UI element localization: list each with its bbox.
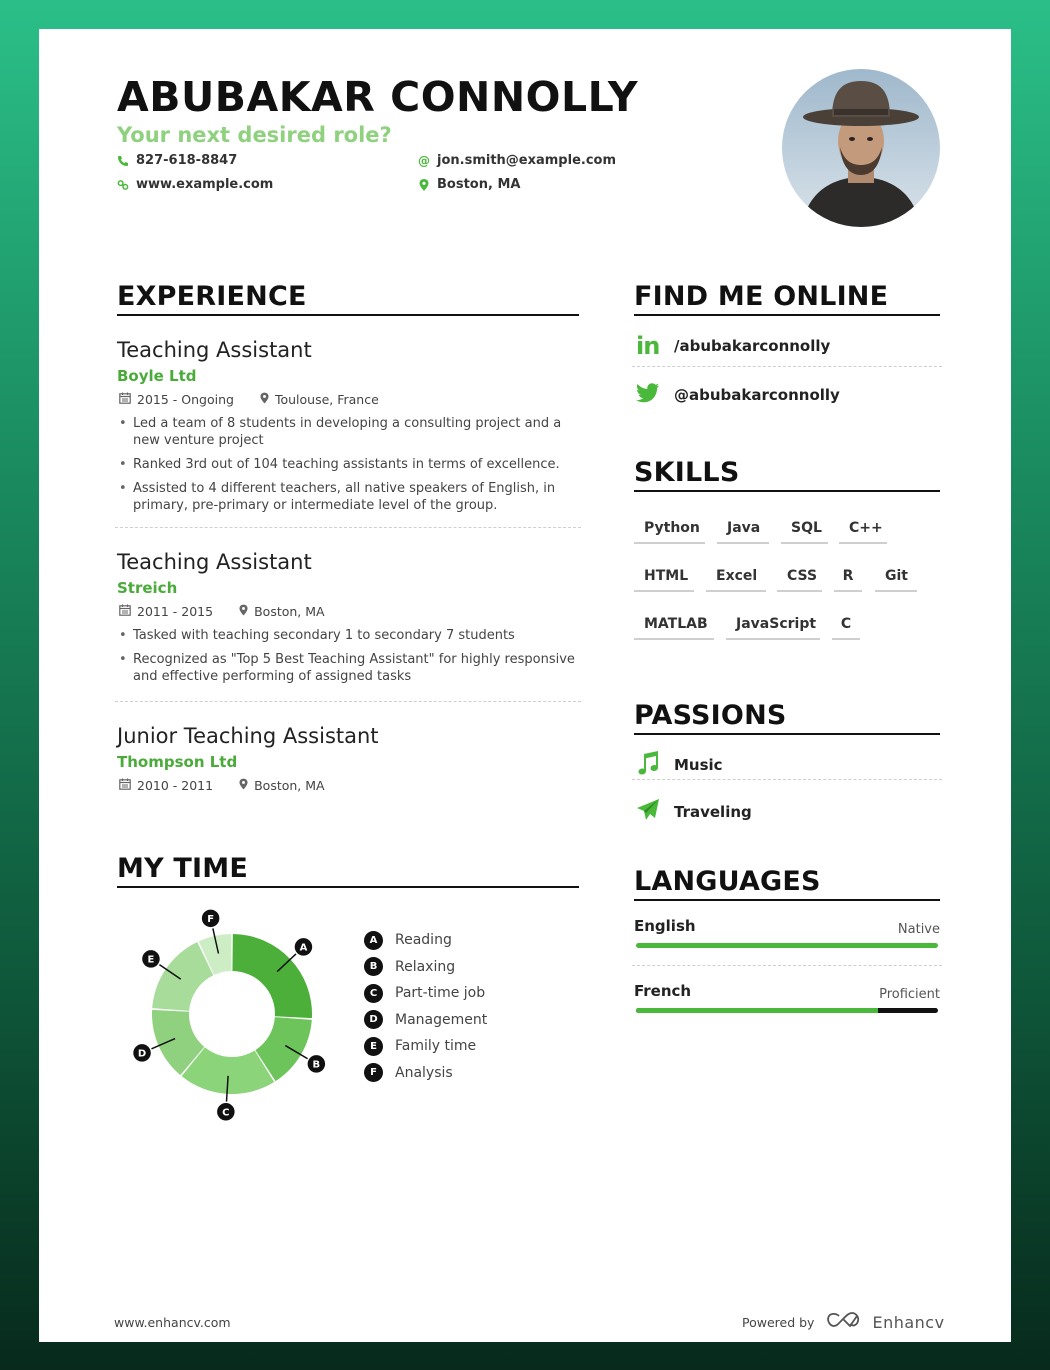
at-icon: @ — [418, 153, 430, 168]
divider — [632, 965, 942, 966]
my-time-heading: MY TIME — [117, 853, 579, 888]
job-bullets — [117, 627, 587, 692]
divider — [115, 527, 581, 528]
language-proficiency-bar — [636, 1008, 938, 1013]
legend-marker: C — [364, 984, 383, 1003]
legend-item — [364, 954, 487, 981]
company-name: Boyle Ltd — [117, 367, 197, 385]
svg-text:A: A — [299, 942, 308, 954]
legend-label: Analysis — [395, 1064, 453, 1081]
job-location: Boston, MA — [254, 778, 325, 793]
enhancv-brand: Enhancv — [872, 1313, 945, 1332]
email-address[interactable]: jon.smith@example.com — [437, 153, 617, 168]
job-bullets — [117, 415, 587, 521]
passions-heading: PASSIONS — [634, 700, 940, 735]
language-name: English — [634, 917, 696, 935]
legend-marker: D — [364, 1010, 383, 1029]
website-link[interactable]: www.example.com — [136, 177, 274, 192]
skill-tag: Excel — [706, 568, 766, 592]
language-level: Proficient — [879, 987, 940, 1002]
legend-marker: B — [364, 957, 383, 976]
my-time-donut-chart — [119, 901, 339, 1121]
calendar-icon — [119, 392, 131, 407]
legend-label: Part-time job — [395, 985, 486, 1002]
divider — [115, 701, 581, 702]
job-dates: 2011 - 2015 — [137, 604, 214, 619]
language-name: French — [634, 982, 692, 1000]
phone-icon — [117, 155, 129, 167]
location-text: Boston, MA — [437, 177, 521, 192]
bullet-item: • Led a team of 8 students in developing a consulting project and a new venture project — [117, 415, 587, 449]
skill-tag: C — [832, 616, 860, 640]
calendar-icon — [119, 604, 131, 619]
svg-text:E: E — [147, 954, 155, 966]
job-title: Junior Teaching Assistant — [117, 724, 379, 748]
passion-label: Traveling — [674, 803, 752, 821]
donut-label-b — [307, 1054, 326, 1073]
legend-label: Family time — [395, 1038, 477, 1055]
twitter-link[interactable] — [636, 383, 840, 407]
footer-branding — [742, 1312, 945, 1333]
skill-tag: CSS — [777, 568, 822, 592]
legend-item — [364, 1007, 487, 1034]
legend-label: Management — [395, 1011, 488, 1028]
website-contact — [117, 177, 273, 192]
skill-tag: Git — [875, 568, 917, 592]
legend-label: Relaxing — [395, 958, 456, 975]
desired-role: Your next desired role? — [117, 123, 392, 147]
location-contact — [418, 177, 520, 192]
language-level: Native — [897, 922, 940, 937]
linkedin-icon: in — [636, 332, 660, 360]
calendar-icon — [119, 778, 131, 793]
passion-item-traveling — [636, 798, 752, 826]
skill-tag: Java — [717, 520, 769, 544]
linkedin-handle[interactable]: /abubakarconnolly — [674, 337, 831, 355]
legend-item — [364, 1033, 487, 1060]
company-name: Streich — [117, 579, 178, 597]
twitter-icon — [636, 383, 660, 407]
bullet-item: • Assisted to 4 different teachers, all native speakers of English, in primary, pre-primary or intermediate level of the group. — [117, 480, 587, 514]
location-pin-icon — [239, 778, 248, 793]
my-time-legend — [364, 927, 487, 1086]
svg-text:B: B — [312, 1059, 321, 1071]
legend-marker: E — [364, 1037, 383, 1056]
enhancv-logo-icon — [826, 1312, 860, 1333]
donut-label-a — [294, 937, 313, 956]
bullet-item: • Recognized as "Top 5 Best Teaching Assistant" for highly responsive and effective performing of assigned tasks — [117, 651, 587, 685]
job-location: Toulouse, France — [274, 392, 379, 407]
legend-marker: F — [364, 1063, 383, 1082]
skills-heading: SKILLS — [634, 457, 940, 492]
svg-text:D: D — [137, 1048, 147, 1060]
passion-item-music — [636, 751, 723, 779]
donut-label-e — [141, 949, 160, 968]
skill-tag: JavaScript — [726, 616, 820, 640]
skill-tag: HTML — [634, 568, 694, 592]
location-pin-icon — [418, 179, 430, 191]
svg-text:F: F — [207, 913, 215, 925]
job-dates: 2015 - Ongoing — [137, 392, 234, 407]
divider — [632, 779, 942, 780]
skill-tag: C++ — [839, 520, 887, 544]
language-proficiency-fill — [636, 1008, 878, 1013]
legend-label: Reading — [395, 932, 452, 949]
company-name: Thompson Ltd — [117, 753, 238, 771]
legend-item — [364, 927, 487, 954]
svg-text:C: C — [222, 1107, 230, 1119]
linkedin-link[interactable] — [636, 332, 830, 360]
legend-item — [364, 980, 487, 1007]
job-location: Boston, MA — [254, 604, 325, 619]
skill-tag: SQL — [781, 520, 828, 544]
language-proficiency-bar — [636, 943, 938, 948]
candidate-name: ABUBAKAR CONNOLLY — [117, 73, 639, 121]
bullet-item: • Ranked 3rd out of 104 teaching assistants in terms of excellence. — [117, 456, 587, 473]
phone-number[interactable]: 827-618-8847 — [136, 153, 238, 168]
language-proficiency-fill — [636, 943, 938, 948]
donut-label-f — [201, 909, 220, 928]
find-me-online-heading: FIND ME ONLINE — [634, 281, 940, 316]
donut-label-d — [133, 1043, 152, 1062]
location-pin-icon — [260, 392, 269, 407]
donut-label-c — [216, 1102, 235, 1121]
job-title: Teaching Assistant — [117, 338, 312, 362]
bullet-item: • Tasked with teaching secondary 1 to secondary 7 students — [117, 627, 587, 644]
skill-tag: Python — [634, 520, 705, 544]
job-title: Teaching Assistant — [117, 550, 312, 574]
phone-contact — [117, 153, 237, 168]
footer-website[interactable]: www.enhancv.com — [114, 1315, 231, 1330]
skill-tag: R — [834, 568, 862, 592]
passion-label: Music — [674, 756, 723, 774]
powered-by-text: Powered by — [742, 1315, 815, 1330]
link-icon — [117, 179, 129, 191]
skill-tag: MATLAB — [634, 616, 714, 640]
legend-marker: A — [364, 931, 383, 950]
experience-heading: EXPERIENCE — [117, 281, 579, 316]
legend-item — [364, 1060, 487, 1087]
job-dates: 2010 - 2011 — [137, 778, 214, 793]
resume-page — [39, 29, 1011, 1342]
twitter-handle[interactable]: @abubakarconnolly — [674, 386, 840, 404]
music-note-icon — [636, 751, 660, 779]
job-meta — [119, 392, 379, 407]
email-contact — [418, 153, 616, 168]
divider — [632, 366, 942, 367]
location-pin-icon — [239, 604, 248, 619]
job-meta — [119, 604, 325, 619]
profile-photo — [782, 69, 940, 227]
paper-plane-icon — [636, 798, 660, 826]
job-meta — [119, 778, 325, 793]
languages-heading: LANGUAGES — [634, 866, 940, 901]
